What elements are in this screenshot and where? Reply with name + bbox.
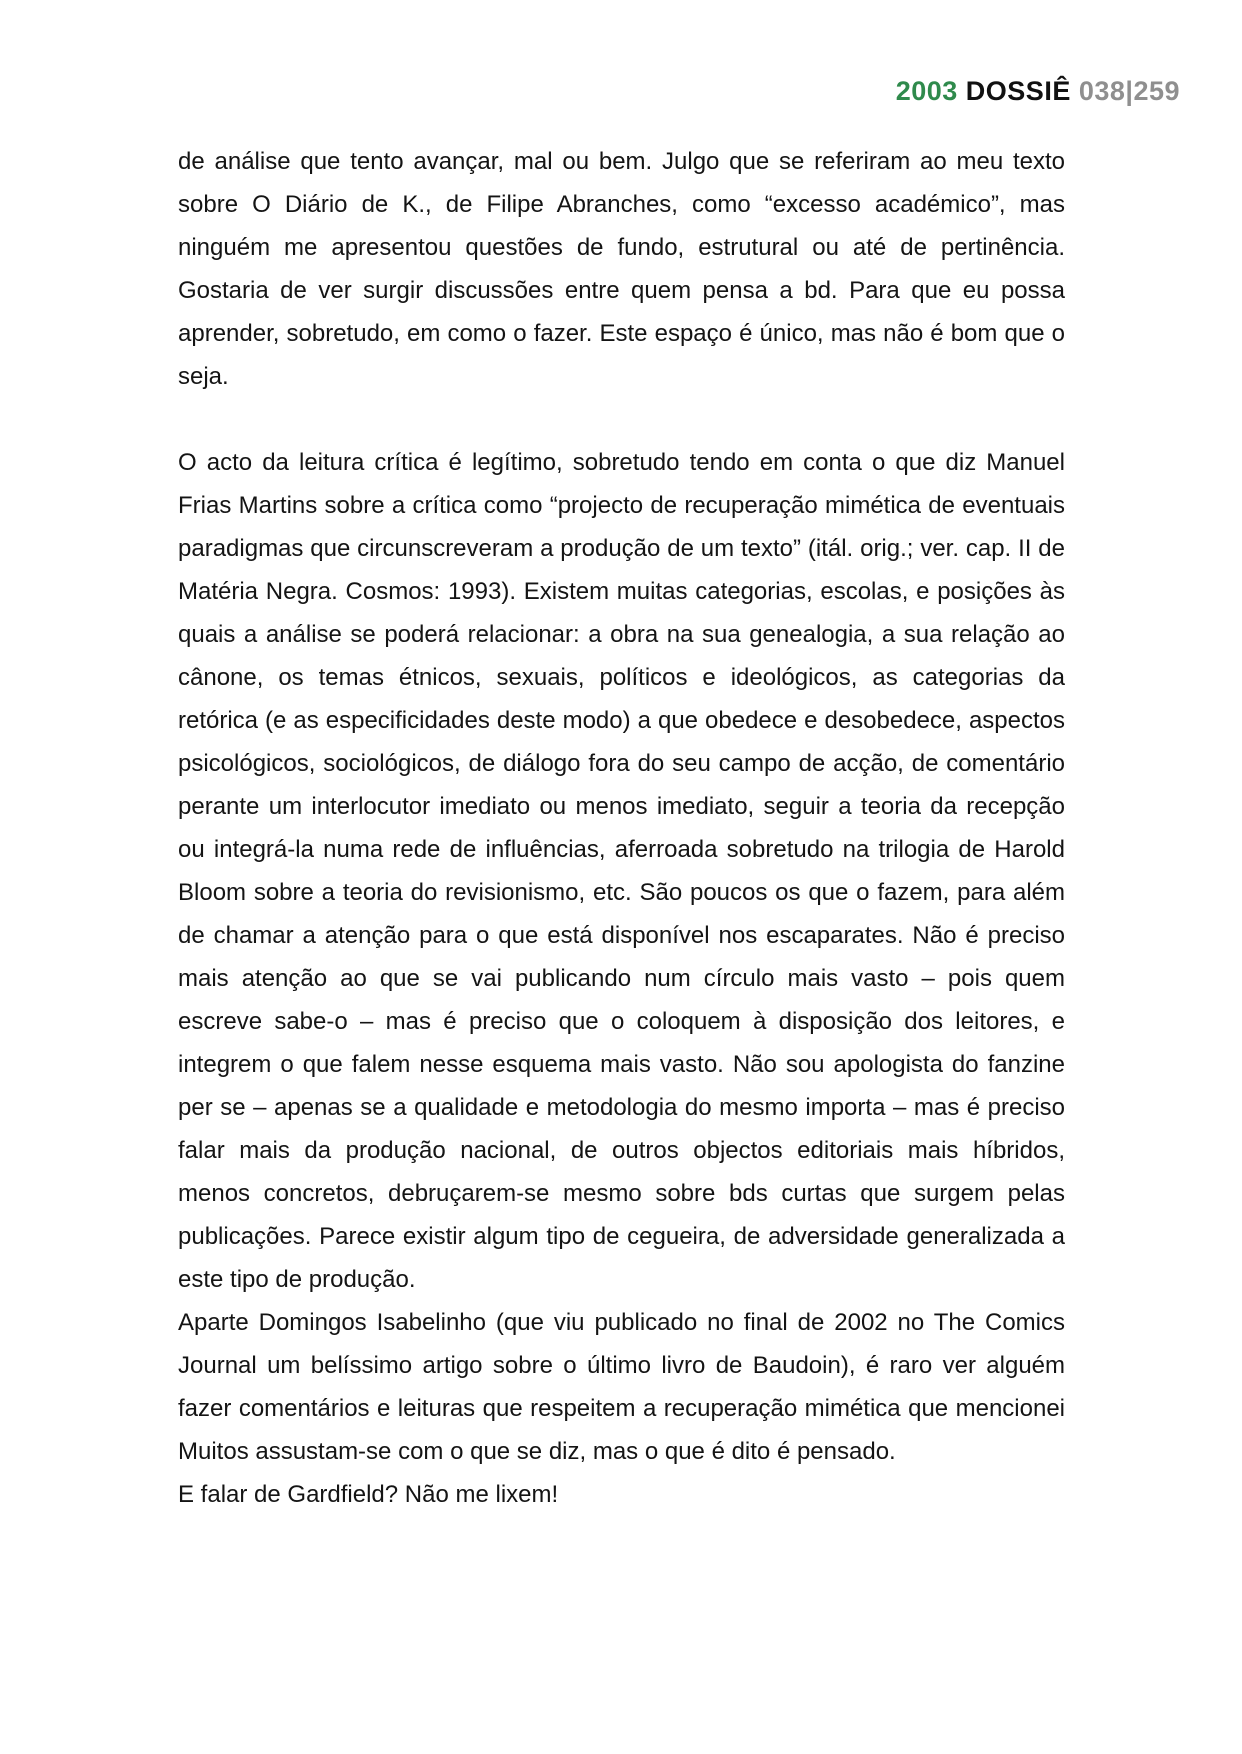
header-year: 2003 — [895, 76, 958, 106]
paragraph-1: de análise que tento avançar, mal ou bem. Julgo que se referiram ao meu texto sobre O Diário de K., de Filipe Abranches, como “excesso académico”, mas ninguém me apresentou questões de fundo, estrutural ou até de pertinência. Gostaria de ver surgir discussões entre quem pensa a bd. Para que eu possa aprender, sobretudo, em como o fazer. Este espaço é único, mas não é bom que o seja. — [178, 148, 1065, 390]
page-header — [896, 76, 1180, 106]
article-body — [178, 140, 1065, 1516]
header-page-number: 038|259 — [1078, 76, 1180, 106]
paragraph-3: Aparte Domingos Isabelinho (que viu publicado no final de 2002 no The Comics Journal um belíssimo artigo sobre o último livro de Baudoin), é raro ver alguém fazer comentários e leituras que respeitem a recuperação mimética que mencionei Muitos assustam-se com o que se diz, mas o que é dito é pensado. — [178, 1309, 1065, 1465]
header-title: DOSSIÊ — [965, 76, 1071, 106]
paragraph-2: O acto da leitura crítica é legítimo, sobretudo tendo em conta o que diz Manuel Frias Martins sobre a crítica como “projecto de recuperação mimética de eventuais paradigmas que circunscreveram a produção de um texto” (itál. orig.; ver. cap. II de Matéria Negra. Cosmos: 1993). Existem muitas categorias, escolas, e posições às quais a análise se poderá relacionar: a obra na sua genealogia, a sua relação ao cânone, os temas étnicos, sexuais, políticos e ideológicos, as categorias da retórica (e as especificidades deste modo) a que obedece e desobedece, aspectos psicológicos, sociológicos, de diálogo fora do seu campo de acção, de comentário perante um interlocutor imediato ou menos imediato, seguir a teoria da recepção ou integrá-la numa rede de influências, aferroada sobretudo na trilogia de Harold Bloom sobre a teoria do revisionismo, etc. São poucos os que o fazem, para além de chamar a atenção para o que está disponível nos escaparates. Não é preciso mais atenção ao que se vai publicando num círculo mais vasto – pois quem escreve sabe-o – mas é preciso que o coloquem à disposição dos leitores, e integrem o que falem nesse esquema mais vasto. Não sou apologista do fanzine per se – apenas se a qualidade e metodologia do mesmo importa – mas é preciso falar mais da produção nacional, de outros objectos editoriais mais híbridos, menos concretos, debruçarem-se mesmo sobre bds curtas que surgem pelas publicações. Parece existir algum tipo de cegueira, de adversidade generalizada a este tipo de produção. — [178, 449, 1065, 1293]
paragraph-4: E falar de Gardfield? Não me lixem! — [178, 1481, 559, 1508]
